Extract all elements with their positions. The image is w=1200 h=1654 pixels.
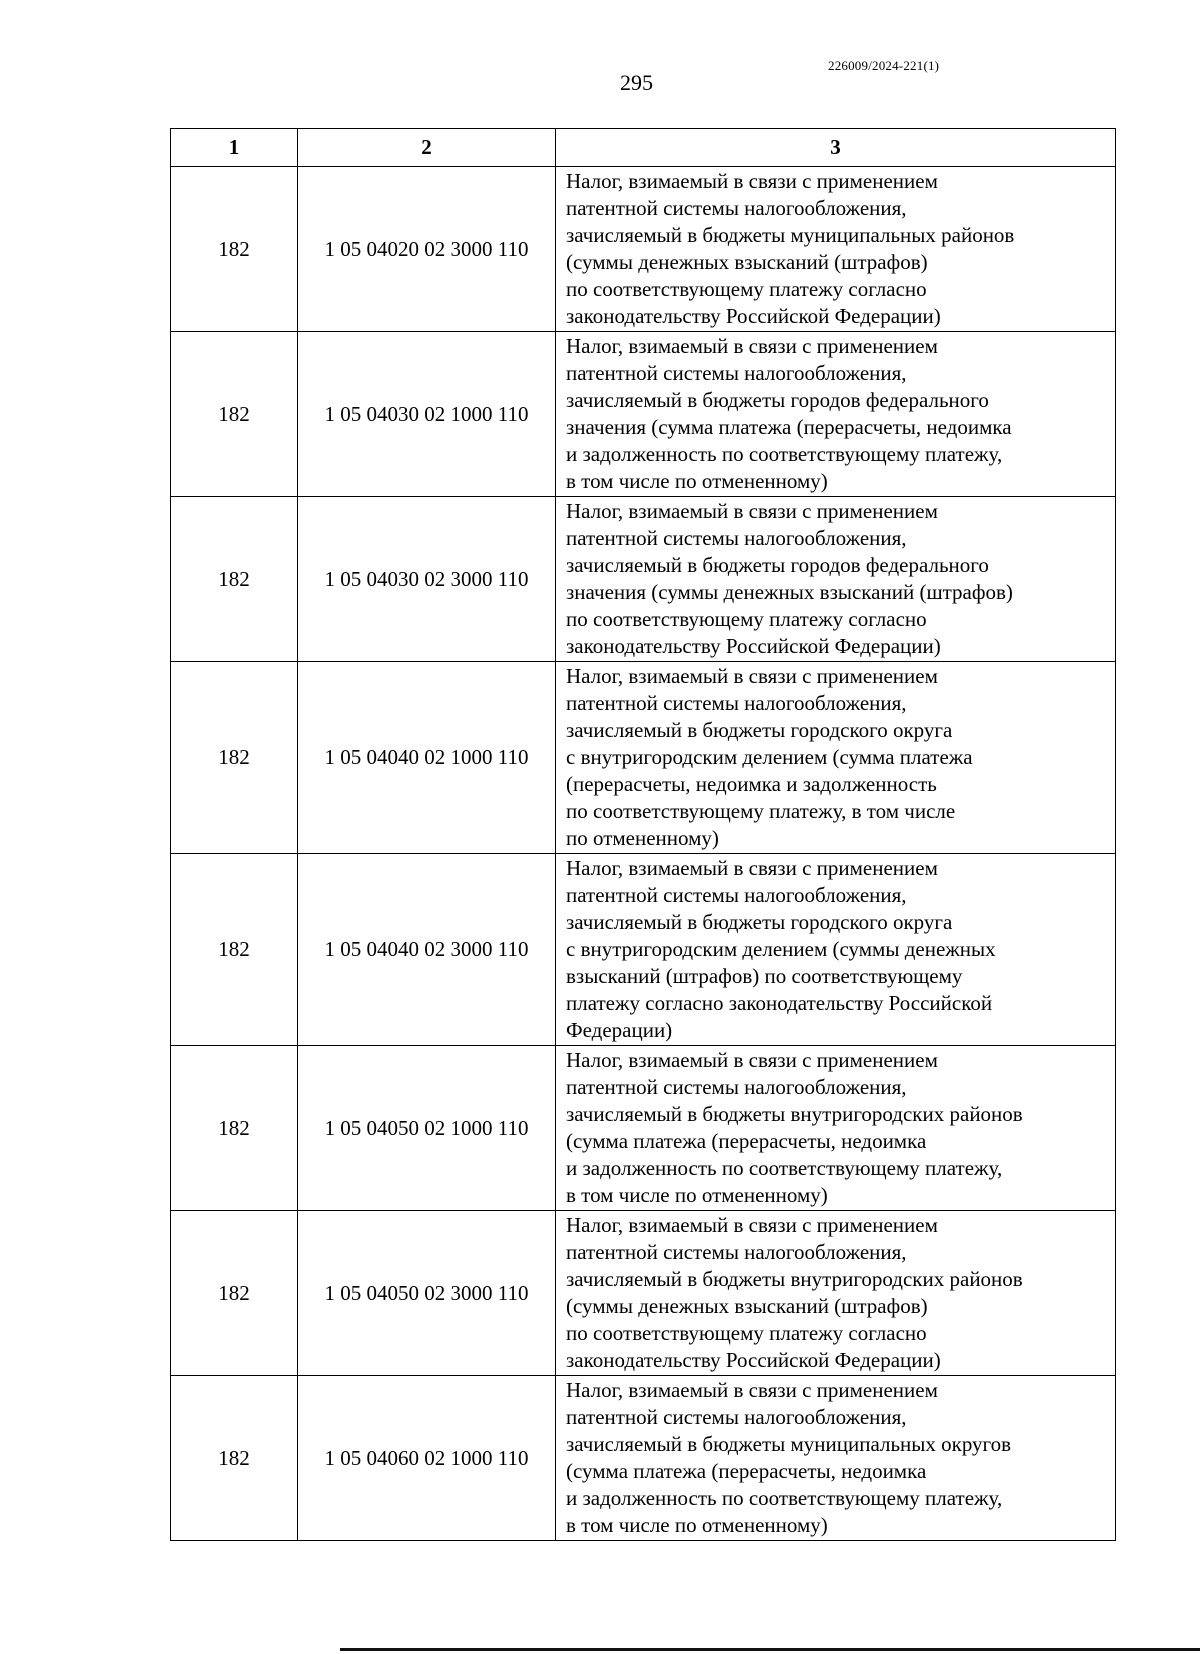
description-line: Федерации)	[566, 1018, 673, 1042]
description-line: по соответствующему платежу согласно	[566, 1321, 927, 1345]
description-line: (суммы денежных взысканий (штрафов)	[566, 1294, 928, 1318]
description-line: зачисляемый в бюджеты городского округа	[566, 910, 953, 934]
description-line: патентной системы налогообложения,	[566, 526, 907, 550]
budget-code-cell: 1 05 04050 02 1000 110	[298, 1046, 556, 1211]
description-line: Налог, взимаемый в связи с применением	[566, 499, 938, 523]
table-body	[171, 167, 1116, 1541]
budget-code-cell: 1 05 04060 02 1000 110	[298, 1376, 556, 1541]
description-cell	[556, 1376, 1116, 1541]
description-line: значения (суммы денежных взысканий (штрафов)	[566, 580, 1013, 604]
document-id: 226009/2024-221(1)	[828, 58, 940, 73]
admin-code-cell: 182	[171, 1211, 298, 1376]
description-line: в том числе по отмененному)	[566, 1183, 828, 1207]
description-line: патентной системы налогообложения,	[566, 1405, 907, 1429]
description-line: платежу согласно законодательству Российской	[566, 991, 993, 1015]
table-header-row	[171, 129, 1116, 167]
table-row	[171, 1376, 1116, 1541]
table-row	[171, 662, 1116, 854]
table-row	[171, 332, 1116, 497]
table-row	[171, 167, 1116, 332]
description-line: Налог, взимаемый в связи с применением	[566, 169, 938, 193]
admin-code-cell: 182	[171, 497, 298, 662]
description-line: зачисляемый в бюджеты городов федерального	[566, 553, 989, 577]
description-line: значения (сумма платежа (перерасчеты, недоимка	[566, 415, 1012, 439]
table-row	[171, 854, 1116, 1046]
description-line: Налог, взимаемый в связи с применением	[566, 1048, 938, 1072]
description-line: Налог, взимаемый в связи с применением	[566, 856, 938, 880]
admin-code-cell: 182	[171, 332, 298, 497]
description-cell	[556, 167, 1116, 332]
description-line: зачисляемый в бюджеты внутригородских районов	[566, 1102, 1023, 1126]
column-header-2: 2	[298, 129, 556, 167]
description-line: патентной системы налогообложения,	[566, 361, 907, 385]
description-line: (сумма платежа (перерасчеты, недоимка	[566, 1459, 927, 1483]
budget-code-cell: 1 05 04030 02 1000 110	[298, 332, 556, 497]
admin-code-cell: 182	[171, 662, 298, 854]
description-line: зачисляемый в бюджеты городов федерального	[566, 388, 989, 412]
budget-classification-table	[170, 128, 1115, 1541]
admin-code-cell: 182	[171, 854, 298, 1046]
description-line: законодательству Российской Федерации)	[566, 1348, 941, 1372]
page-number: 295	[620, 70, 653, 95]
table-row	[171, 497, 1116, 662]
budget-code-cell: 1 05 04050 02 3000 110	[298, 1211, 556, 1376]
description-line: с внутригородским делением (сумма платежа	[566, 745, 973, 769]
description-line: взысканий (штрафов) по соответствующему	[566, 964, 963, 988]
description-line: Налог, взимаемый в связи с применением	[566, 1213, 938, 1237]
budget-code-cell: 1 05 04030 02 3000 110	[298, 497, 556, 662]
admin-code-cell: 182	[171, 1046, 298, 1211]
description-line: по соответствующему платежу согласно	[566, 277, 927, 301]
description-line: в том числе по отмененному)	[566, 469, 828, 493]
description-line: зачисляемый в бюджеты внутригородских районов	[566, 1267, 1023, 1291]
budget-code-cell: 1 05 04020 02 3000 110	[298, 167, 556, 332]
description-line: патентной системы налогообложения,	[566, 196, 907, 220]
column-header-1: 1	[171, 129, 298, 167]
description-cell	[556, 1046, 1116, 1211]
column-header-3: 3	[556, 129, 1116, 167]
description-line: законодательству Российской Федерации)	[566, 634, 941, 658]
description-line: по соответствующему платежу, в том числе	[566, 799, 956, 823]
admin-code-cell: 182	[171, 167, 298, 332]
description-line: в том числе по отмененному)	[566, 1513, 828, 1537]
admin-code-cell: 182	[171, 1376, 298, 1541]
description-line: (суммы денежных взысканий (штрафов)	[566, 250, 928, 274]
description-line: Налог, взимаемый в связи с применением	[566, 334, 938, 358]
description-line: и задолженность по соответствующему платежу,	[566, 1486, 1003, 1510]
description-line: (сумма платежа (перерасчеты, недоимка	[566, 1129, 927, 1153]
description-line: зачисляемый в бюджеты муниципальных округов	[566, 1432, 1012, 1456]
description-cell	[556, 332, 1116, 497]
description-line: и задолженность по соответствующему платежу,	[566, 442, 1003, 466]
description-line: патентной системы налогообложения,	[566, 1240, 907, 1264]
description-line: с внутригородским делением (суммы денежных	[566, 937, 996, 961]
description-line: по соответствующему платежу согласно	[566, 607, 927, 631]
description-line: Налог, взимаемый в связи с применением	[566, 1378, 938, 1402]
description-line: и задолженность по соответствующему платежу,	[566, 1156, 1003, 1180]
description-cell	[556, 1211, 1116, 1376]
description-line: патентной системы налогообложения,	[566, 1075, 907, 1099]
scan-bottom-edge	[340, 1648, 1200, 1651]
description-line: патентной системы налогообложения,	[566, 883, 907, 907]
table-row	[171, 1046, 1116, 1211]
description-line: законодательству Российской Федерации)	[566, 304, 941, 328]
budget-code-cell: 1 05 04040 02 3000 110	[298, 854, 556, 1046]
table-row	[171, 1211, 1116, 1376]
budget-code-cell: 1 05 04040 02 1000 110	[298, 662, 556, 854]
description-line: (перерасчеты, недоимка и задолженность	[566, 772, 937, 796]
description-line: по отмененному)	[566, 826, 719, 850]
description-cell	[556, 662, 1116, 854]
description-line: Налог, взимаемый в связи с применением	[566, 664, 938, 688]
description-line: патентной системы налогообложения,	[566, 691, 907, 715]
description-cell	[556, 854, 1116, 1046]
description-cell	[556, 497, 1116, 662]
description-line: зачисляемый в бюджеты муниципальных районов	[566, 223, 1015, 247]
description-line: зачисляемый в бюджеты городского округа	[566, 718, 953, 742]
